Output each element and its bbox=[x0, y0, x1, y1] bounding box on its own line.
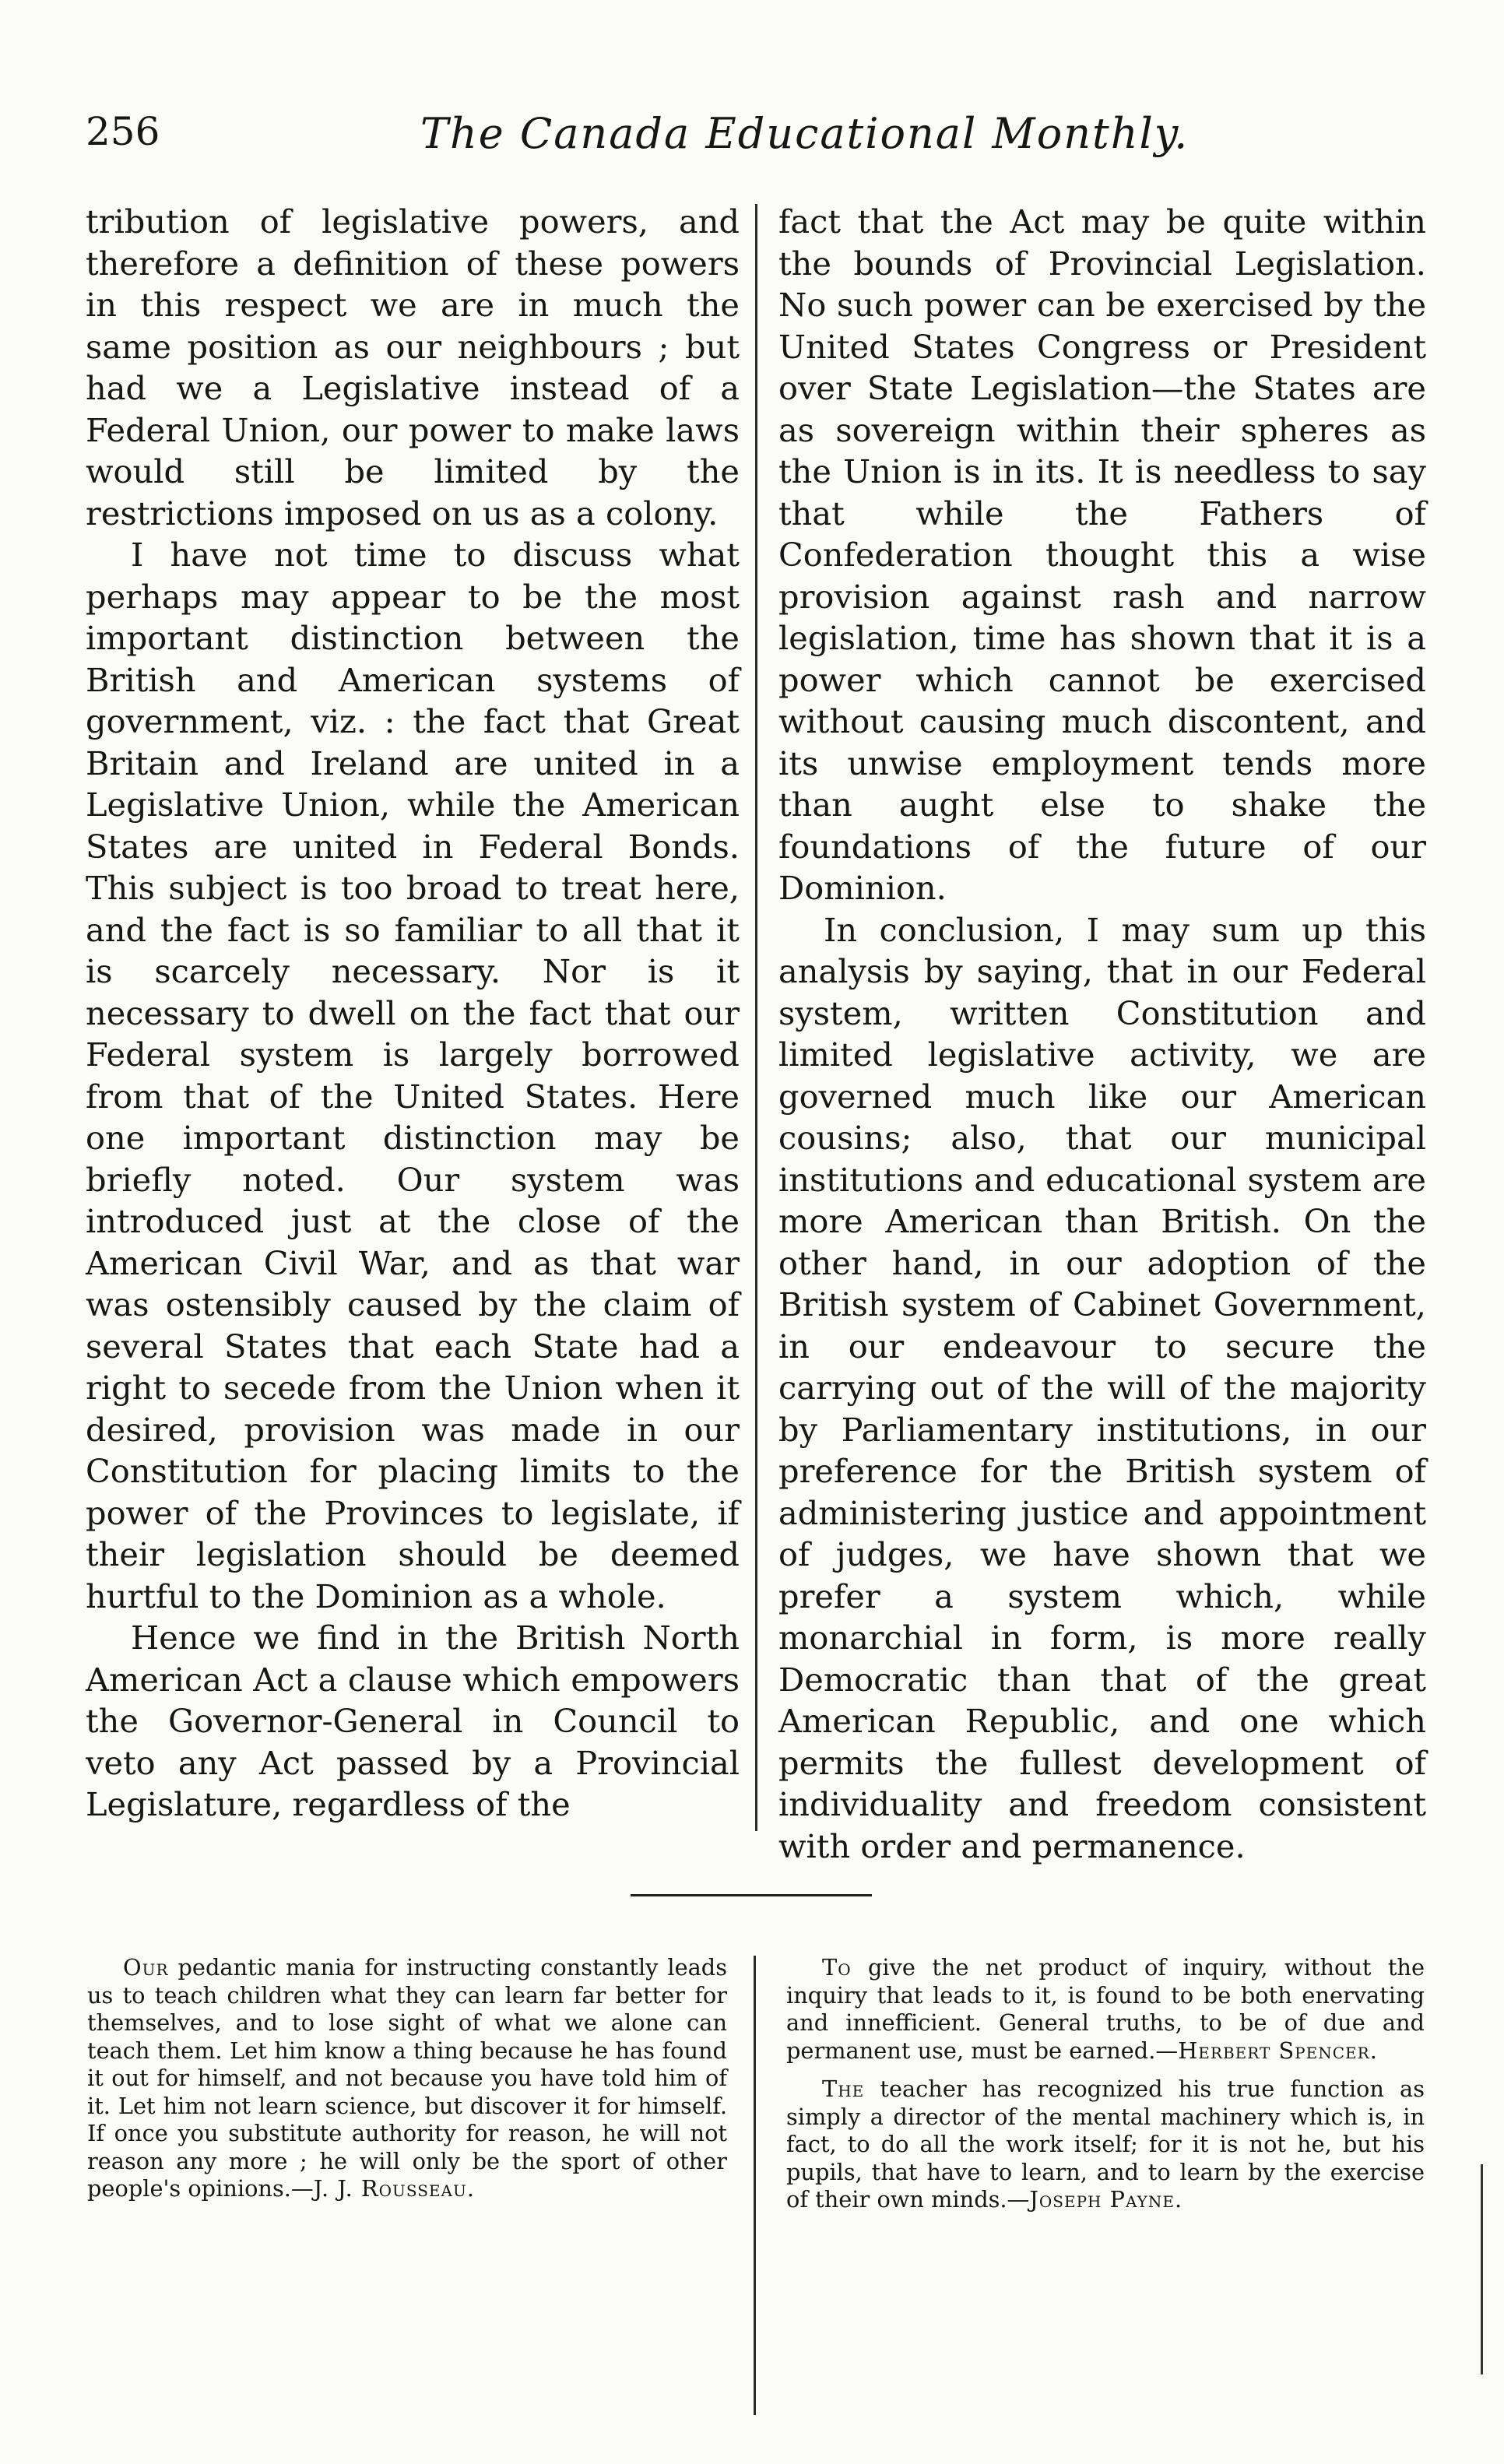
quote-text: pedantic mania for instructing constantly leads us to teach children what they can learn far better for themselves, and to lose sight of what we alone can teach them. Let him know a thing because he has found it out for himself, and not because you have told him of it. Let him not learn science, but discover it for himself. If once you substitute authority for reason, he will not reason any more ; he will only be the sport of other people's opinions.— bbox=[87, 1954, 727, 2202]
article-right-column bbox=[778, 201, 1426, 1867]
quote-text: give the net product of inquiry, without the inquiry that leads to it, is found to be both enervating and innefficient. General truths, to be of due and permanent use, must be earned.— bbox=[786, 1954, 1425, 2064]
paragraph: fact that the Act may be quite within the bounds of Provincial Legislation. No such power can be exercised by the United States Congress or President over State Legislation—the States are as sovereign within their spheres as the Union is in its. It is needless to say that while the Fathers of Confederation thought this a wise provision against rash and narrow legislation, time has shown that it is a power which cannot be exercised without causing much discontent, and its unwise employment tends more than aught else to shake the foundations of the future of our Dominion. bbox=[778, 202, 1426, 907]
article-left-column bbox=[86, 201, 740, 1826]
page-number: 256 bbox=[86, 109, 160, 154]
column-divider bbox=[755, 204, 757, 1831]
running-title: The Canada Educational Monthly. bbox=[420, 109, 1189, 158]
quote-text: teacher has recognized his true function as simply a director of the mental machinery which is, in fact, to do all the work itself; for it is not he, but his pupils, that have to learn, and to learn by the exercise of their own minds.— bbox=[786, 2076, 1425, 2213]
quote-column-divider bbox=[754, 1956, 756, 2415]
paragraph: In conclusion, I may sum up this analysis by saying, that in our Federal system, written Constitution and limited legislative activity, we are governed much like our American cousins; also, that our municipal institutions and educational system are more American than British. On the other hand, in our adoption of the British system of Cabinet Government, in our endeavour to secure the carrying out of the will of the majority by Parliamentary institutions, in our preference for the British system of administering justice and appointment of judges, we have shown that we prefer a system which, while monarchial in form, is more really Democratic than that of the great American Republic, and one which permits the fullest development of individuality and freedom consistent with order and permanence. bbox=[778, 910, 1426, 1865]
quote-lead: To bbox=[822, 1954, 852, 1981]
quote-lead: Our bbox=[123, 1954, 169, 1981]
paragraph: tribution of legislative powers, and therefore a definition of these powers in this respect we are in much the same position as our neighbours ; but had we a Legislative instead of a Federal Union, our power to make laws would still be limited by the restrictions imposed on us as a colony. bbox=[86, 202, 740, 533]
quote-rousseau bbox=[87, 1954, 727, 2203]
margin-mark bbox=[1481, 2164, 1483, 2374]
page-header bbox=[86, 109, 1440, 179]
quote-left-column bbox=[87, 1954, 727, 2214]
quote-spencer bbox=[786, 1954, 1425, 2065]
paragraph: Hence we find in the British North American Act a clause which empowers the Governor-General in Council to veto any Act passed by a Provincial Legislature, regardless of the bbox=[86, 1619, 740, 1823]
quote-author: J. J. Rousseau. bbox=[313, 2175, 475, 2202]
paragraph: I have not time to discuss what perhaps may appear to be the most important distinction between the British and American systems of government, viz. : the fact that Great Britain and Ireland are united in a Legislative Union, while the American States are united in Federal Bonds. This subject is too broad to treat here, and the fact is so familiar to all that it is scarcely necessary. Nor is it necessary to dwell on the fact that our Federal system is largely borrowed from that of the United States. Here one important distinction may be briefly noted. Our system was introduced just at the close of the American Civil War, and as that war was ostensibly caused by the claim of several States that each State had a right to secede from the Union when it desired, provision was made in our Constitution for placing limits to the power of the Provinces to legislate, if their legislation should be deemed hurtful to the Dominion as a whole. bbox=[86, 536, 740, 1615]
quote-right-column bbox=[786, 1954, 1425, 2225]
quote-lead: The bbox=[822, 2076, 865, 2102]
quote-payne bbox=[786, 2076, 1425, 2214]
quote-author: Joseph Payne. bbox=[1029, 2186, 1183, 2213]
quote-author: Herbert Spencer. bbox=[1178, 2037, 1378, 2064]
section-divider bbox=[631, 1894, 872, 1896]
